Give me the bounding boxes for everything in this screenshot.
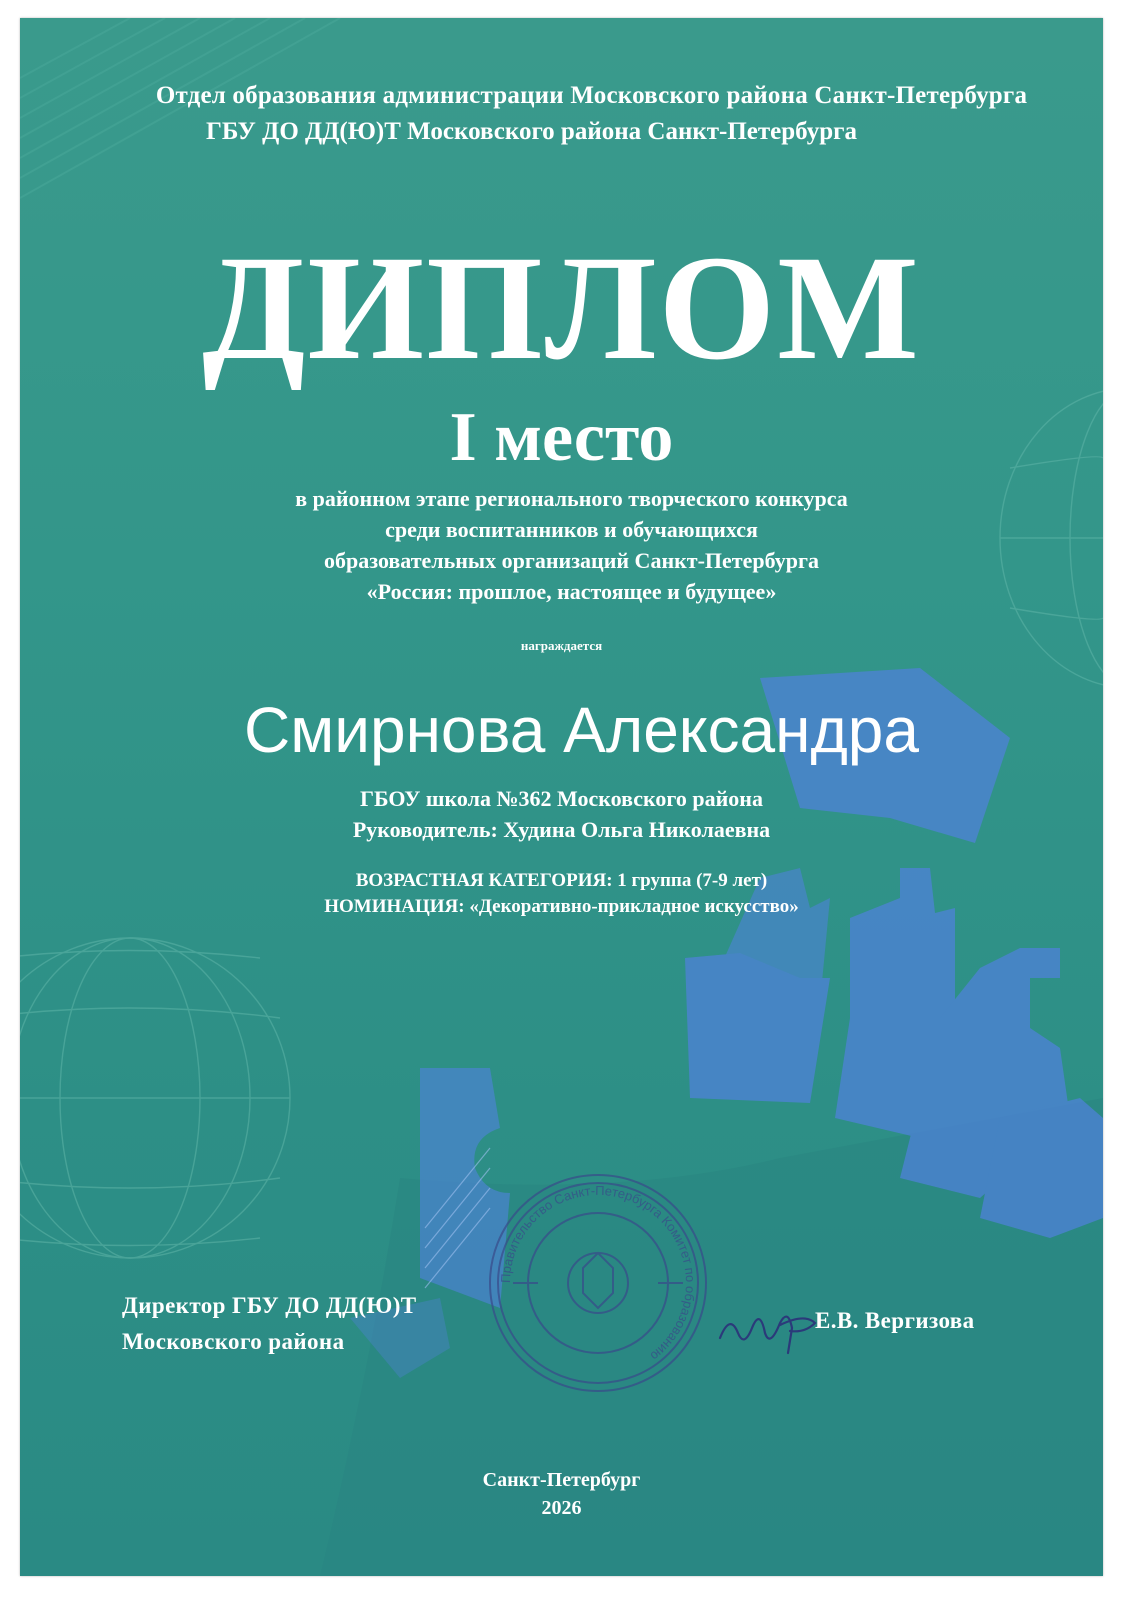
awarded-label: награждается [520,638,603,653]
signer-name: Е.В. Вергизова [815,1308,975,1333]
position-line-1: Директор ГБУ ДО ДД(Ю)Т [122,1293,417,1318]
organization-line-1: Отдел образования администрации Московского района Санкт-Петербурга [155,82,1028,109]
recipient-name: Смирнова Александра [244,694,919,766]
director-position [122,1288,417,1360]
diploma-title: ДИПЛОМ [202,225,921,391]
stamp-text: Правительство Санкт-Петербурга Комитет по образованию [497,1182,699,1364]
age-category: ВОЗРАСТНАЯ КАТЕГОРИЯ: 1 группа (7-9 лет) [355,870,768,891]
category-info [20,868,1103,920]
contest-description [30,483,1103,607]
contest-line: «Россия: прошлое, настоящее и будущее» [366,579,777,604]
supervisor-name: Руководитель: Худина Ольга Николаевна [352,817,771,842]
handwritten-signature [710,1293,820,1363]
school-info [20,783,1103,845]
year: 2026 [541,1497,582,1519]
contest-line: в районном этапе регионального творческого конкурса [295,486,848,511]
school-name: ГБОУ школа №362 Московского района [360,786,763,811]
place-award: I место [449,399,674,476]
footer [20,1466,1103,1522]
contest-line: образовательных организаций Санкт-Петербурга [324,548,819,573]
official-stamp [483,1168,713,1398]
contest-line: среди воспитанников и обучающихся [385,517,758,542]
diploma-sheet [20,18,1103,1576]
nomination: НОМИНАЦИЯ: «Декоративно-прикладное искусство» [324,896,799,917]
city: Санкт-Петербург [482,1469,641,1491]
position-line-2: Московского района [122,1329,345,1354]
organization-line-2: ГБУ ДО ДД(Ю)Т Московского района Санкт-Петербурга [205,118,857,145]
